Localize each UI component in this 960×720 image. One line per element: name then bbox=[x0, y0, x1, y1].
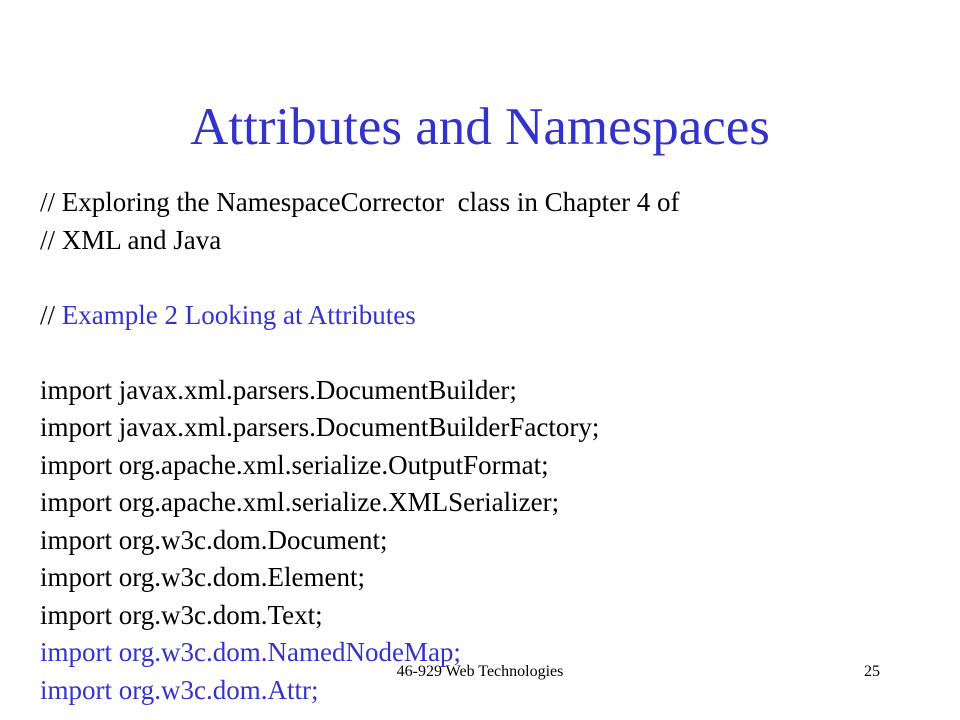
code-line-14: import org.w3c.dom.Attr; bbox=[40, 674, 319, 705]
code-line-5 bbox=[40, 334, 940, 372]
code-line-6: import javax.xml.parsers.DocumentBuilder; bbox=[40, 374, 517, 405]
example-label: Example 2 Looking at Attributes bbox=[61, 299, 416, 330]
code-line-13: import org.w3c.dom.NamedNodeMap; bbox=[40, 637, 461, 667]
code-line-2: // XML and Java bbox=[40, 224, 222, 255]
code-line-4 bbox=[40, 297, 940, 335]
code-line-7: import javax.xml.parsers.DocumentBuilderFactory; bbox=[40, 412, 600, 442]
code-line-11: import org.w3c.dom.Element; bbox=[40, 562, 365, 592]
footer-course: 46-929 Web Technologies bbox=[396, 663, 564, 680]
code-line-10: import org.w3c.dom.Document; bbox=[40, 524, 388, 555]
code-line-1: // Exploring the NamespaceCorrector class in Chapter 4 of bbox=[40, 187, 680, 217]
code-line-12: import org.w3c.dom.Text; bbox=[40, 599, 323, 630]
page-number: 25 bbox=[864, 663, 880, 680]
comment-prefix: // bbox=[40, 299, 62, 330]
code-line-9: import org.apache.xml.serialize.XMLSerializer; bbox=[40, 487, 560, 517]
code-listing bbox=[40, 184, 940, 709]
code-line-3 bbox=[40, 259, 940, 297]
slide-title: Attributes and Namespaces bbox=[190, 98, 770, 156]
code-line-8: import org.apache.xml.serialize.OutputFormat; bbox=[40, 449, 549, 480]
